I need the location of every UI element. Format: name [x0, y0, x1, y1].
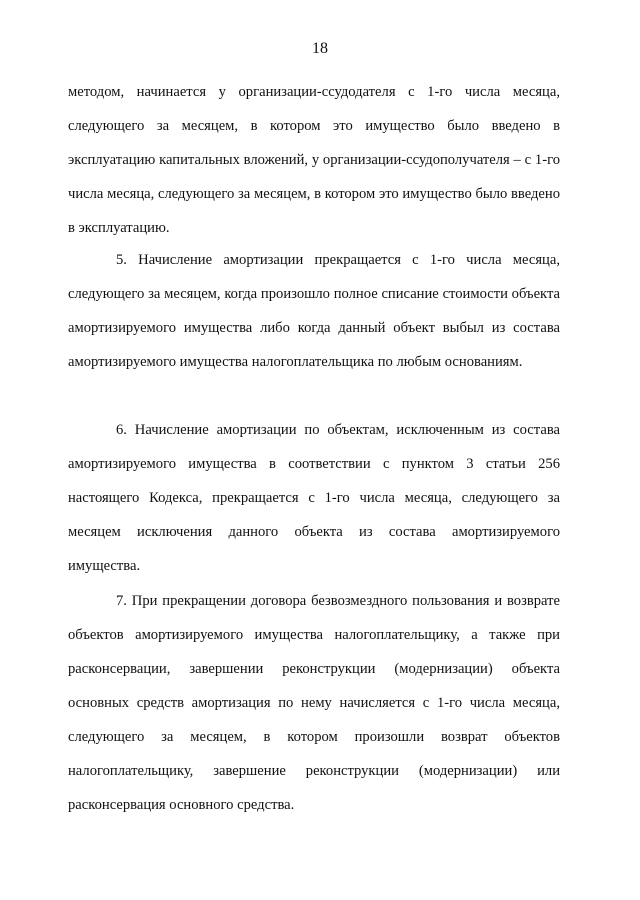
paragraph-continuation: методом, начинается у организации-ссудодателя с 1-го числа месяца, следующего за месяцем, в котором это имущество было введено в эксплуатацию капитальных вложений, у организации-ссудополучателя – с 1-го числа месяца, следующего за месяцем, в котором это имущество было введено в эксплуатацию. [68, 84, 560, 236]
page-number: 18 [312, 40, 328, 57]
paragraph-7-block [68, 584, 560, 822]
paragraph-5: 5. Начисление амортизации прекращается с 1-го числа месяца, следующего за месяцем, когда произошло полное списание стоимости объекта амортизируемого имущества либо когда данный объект выбыл из состава амортизируемого имущества налогоплательщика по любым основаниям. [68, 252, 560, 370]
paragraph-6: 6. Начисление амортизации по объектам, исключенным из состава амортизируемого имущества в соответствии с пунктом 3 статьи 256 настоящего Кодекса, прекращается с 1-го числа месяца, следующего за месяцем исключения данного объекта из состава амортизируемого имущества. [68, 422, 560, 574]
paragraph-7: 7. При прекращении договора безвозмездного пользования и возврате объектов амортизируемого имущества налогоплательщику, а также при расконсервации, завершении реконструкции (модернизации) объекта основных средств амортизация по нему начисляется с 1-го числа месяца, следующего за месяцем, в котором произошли возврат объектов налогоплательщику, завершение реконструкции (модернизации) или расконсервация основного средства. [68, 593, 560, 813]
paragraph-6-block [68, 413, 560, 583]
paragraph-continuation-block [68, 75, 560, 245]
paragraph-5-block [68, 243, 560, 379]
